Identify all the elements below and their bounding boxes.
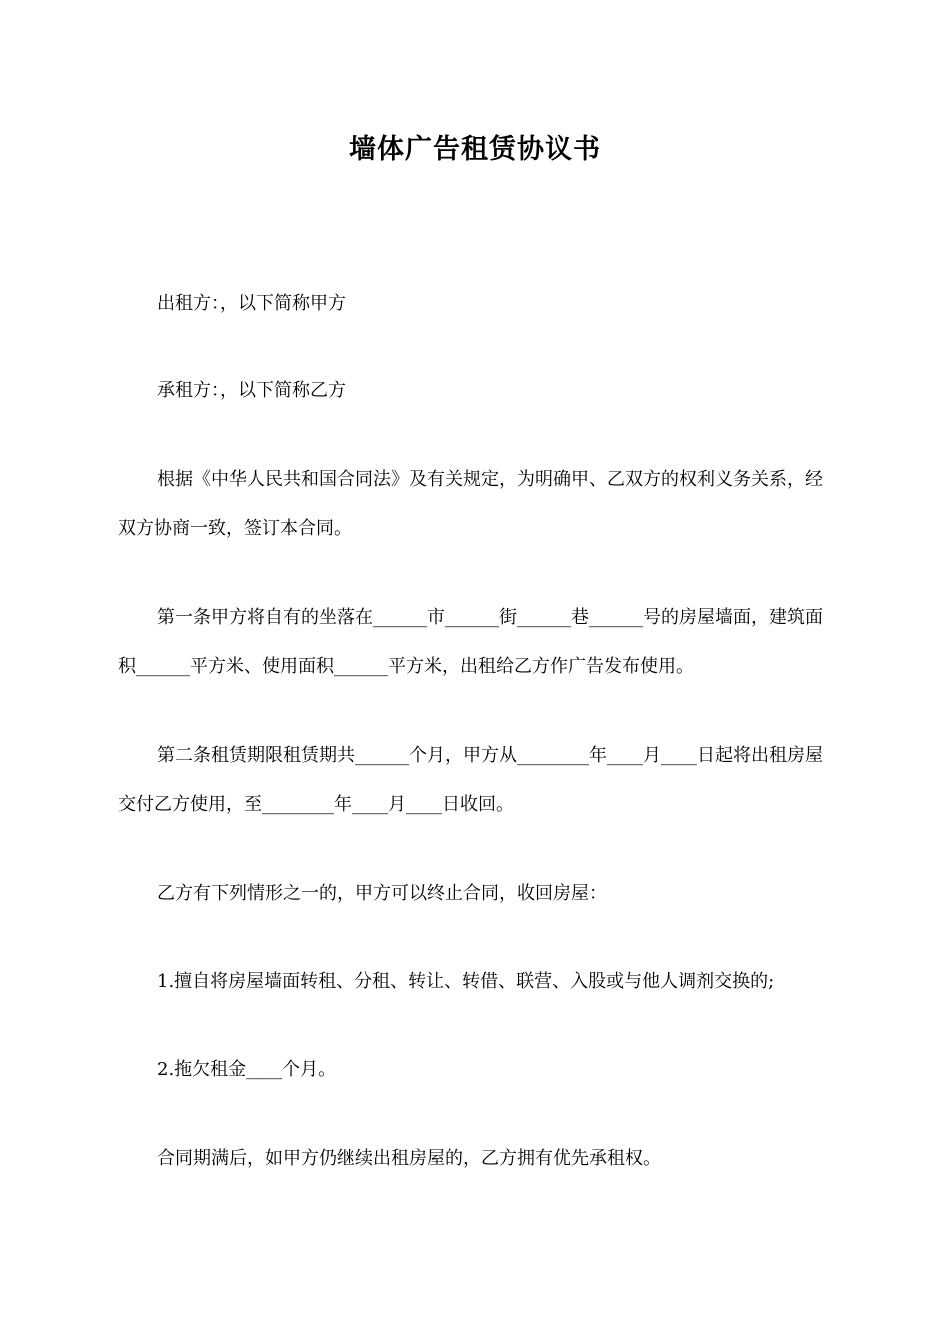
lessor-line: 出租方：，以下简称甲方 (157, 293, 346, 314)
lessee-line: 承租方：，以下简称乙方 (157, 380, 346, 401)
article-2-paragraph: 第二条租赁期限租赁期共______个月，甲方从________年____月____日起将出租房屋交付乙方使用，至________年____月____日收回。 (118, 745, 823, 815)
article-1-paragraph: 第一条甲方将自有的坐落在______市______街______巷______号的房屋墙面，建筑面积______平方米、使用面积______平方米，出租给乙方作广告发布使用。 (118, 607, 823, 677)
termination-intro: 乙方有下列情形之一的，甲方可以终止合同，收回房屋： (157, 883, 607, 904)
intro-paragraph: 根据《中华人民共和国合同法》及有关规定，为明确甲、乙双方的权利义务关系，经双方协商一致，签订本合同。 (118, 469, 823, 539)
renewal-paragraph: 合同期满后，如甲方仍继续出租房屋的，乙方拥有优先承租权。 (157, 1148, 661, 1169)
termination-item-2: 2.拖欠租金____个月。 (157, 1059, 337, 1080)
termination-item-1: 1.擅自将房屋墙面转租、分租、转让、转借、联营、入股或与他人调剂交换的; (157, 971, 775, 992)
document-title: 墙体广告租赁协议书 (349, 134, 601, 165)
